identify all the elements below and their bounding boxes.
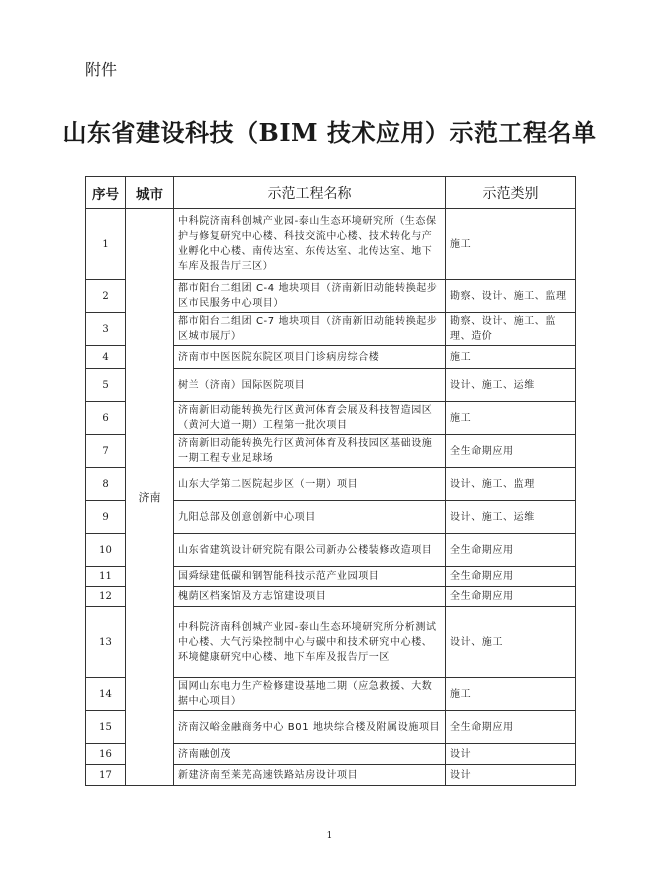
project-name: 济南汉峪金融商务中心 B01 地块综合楼及附属设施项目	[174, 711, 446, 744]
row-number: 15	[86, 711, 126, 744]
column-header-no: 序号	[86, 177, 126, 209]
row-number: 12	[86, 587, 126, 607]
project-name: 中科院济南科创城产业园-泰山生态环境研究所（生态保护与修复研究中心楼、科技交流中心楼、技术转化与产业孵化中心楼、南传达室、东传达室、北传达室、地下车库及报告厅三区）	[174, 209, 446, 280]
project-name: 九阳总部及创意创新中心项目	[174, 501, 446, 534]
row-number: 3	[86, 313, 126, 346]
row-number: 16	[86, 744, 126, 765]
project-name: 国网山东电力生产检修建设基地二期（应急救援、大数据中心项目）	[174, 678, 446, 711]
city-cell: 济南	[126, 209, 174, 786]
project-name: 国舜绿建低碳和钢智能科技示范产业园项目	[174, 567, 446, 587]
demonstration-category: 全生命期应用	[446, 435, 576, 468]
row-number: 13	[86, 607, 126, 678]
project-name: 山东大学第二医院起步区（一期）项目	[174, 468, 446, 501]
demonstration-category: 设计	[446, 765, 576, 786]
table-row	[86, 209, 576, 280]
demonstration-category: 设计	[446, 744, 576, 765]
row-number: 5	[86, 369, 126, 402]
project-name: 新建济南至莱芜高速铁路站房设计项目	[174, 765, 446, 786]
row-number: 4	[86, 346, 126, 369]
demonstration-category: 设计、施工	[446, 607, 576, 678]
table-header-row	[86, 177, 576, 209]
project-name: 树兰（济南）国际医院项目	[174, 369, 446, 402]
project-name: 济南市中医医院东院区项目门诊病房综合楼	[174, 346, 446, 369]
project-name: 都市阳台二组团 C-4 地块项目（济南新旧动能转换起步区市民服务中心项目）	[174, 280, 446, 313]
row-number: 11	[86, 567, 126, 587]
row-number: 14	[86, 678, 126, 711]
demonstration-category: 全生命期应用	[446, 711, 576, 744]
demonstration-category: 施工	[446, 209, 576, 280]
row-number: 7	[86, 435, 126, 468]
demonstration-category: 设计、施工、运维	[446, 501, 576, 534]
column-header-category: 示范类别	[446, 177, 576, 209]
demonstration-category: 施工	[446, 402, 576, 435]
row-number: 17	[86, 765, 126, 786]
demonstration-category: 施工	[446, 346, 576, 369]
demonstration-category: 全生命期应用	[446, 567, 576, 587]
row-number: 1	[86, 209, 126, 280]
demonstration-category: 设计、施工、监理	[446, 468, 576, 501]
row-number: 6	[86, 402, 126, 435]
project-name: 中科院济南科创城产业园-泰山生态环境研究所分析测试中心楼、大气污染控制中心与碳中和技术研究中心楼、环境健康研究中心楼、地下车库及报告厅一区	[174, 607, 446, 678]
column-header-project-name: 示范工程名称	[174, 177, 446, 209]
row-number: 2	[86, 280, 126, 313]
document-title: 山东省建设科技（BIM 技术应用）示范工程名单	[62, 118, 597, 147]
demonstration-projects-table	[85, 176, 576, 786]
project-name: 山东省建筑设计研究院有限公司新办公楼装修改造项目	[174, 534, 446, 567]
row-number: 8	[86, 468, 126, 501]
page-number: 1	[326, 831, 333, 841]
project-name: 济南融创茂	[174, 744, 446, 765]
demonstration-category: 施工	[446, 678, 576, 711]
demonstration-category: 勘察、设计、施工、监理	[446, 280, 576, 313]
project-name: 都市阳台二组团 C-7 地块项目（济南新旧动能转换起步区城市展厅）	[174, 313, 446, 346]
project-name: 济南新旧动能转换先行区黄河体育会展及科技智造园区（黄河大道一期）工程第一批次项目	[174, 402, 446, 435]
column-header-city: 城市	[126, 177, 174, 209]
attachment-label: 附件	[85, 60, 118, 79]
project-name: 槐荫区档案馆及方志馆建设项目	[174, 587, 446, 607]
demonstration-category: 勘察、设计、施工、监理、造价	[446, 313, 576, 346]
row-number: 9	[86, 501, 126, 534]
project-name: 济南新旧动能转换先行区黄河体育及科技园区基础设施一期工程专业足球场	[174, 435, 446, 468]
demonstration-category: 全生命期应用	[446, 534, 576, 567]
row-number: 10	[86, 534, 126, 567]
table-body	[86, 209, 576, 786]
demonstration-category: 全生命期应用	[446, 587, 576, 607]
demonstration-category: 设计、施工、运维	[446, 369, 576, 402]
